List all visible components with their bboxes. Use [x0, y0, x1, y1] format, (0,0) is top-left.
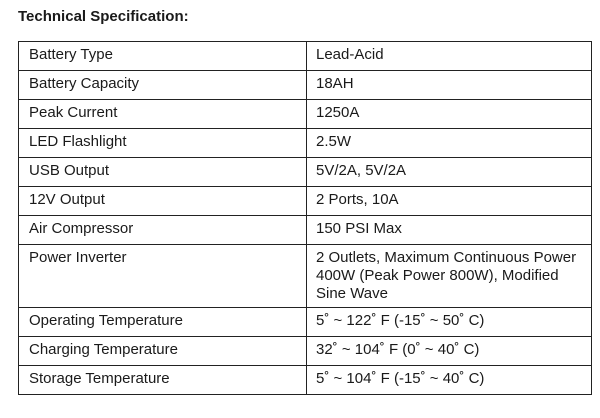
spec-label: USB Output — [19, 158, 307, 187]
spec-label: Air Compressor — [19, 216, 307, 245]
table-row — [19, 42, 592, 71]
table-row — [19, 129, 592, 158]
spec-label: Power Inverter — [19, 245, 307, 308]
table-row — [19, 245, 592, 308]
table-row — [19, 100, 592, 129]
table-row — [19, 158, 592, 187]
table-row — [19, 366, 592, 395]
spec-value: 150 PSI Max — [307, 216, 592, 245]
spec-label: 12V Output — [19, 187, 307, 216]
table-row — [19, 187, 592, 216]
table-row — [19, 337, 592, 366]
section-heading: Technical Specification: — [18, 8, 189, 25]
spec-value: 32˚ ~ 104˚ F (0˚ ~ 40˚ C) — [307, 337, 592, 366]
spec-label: Peak Current — [19, 100, 307, 129]
spec-value: Lead-Acid — [307, 42, 592, 71]
spec-value: 5V/2A, 5V/2A — [307, 158, 592, 187]
table-row — [19, 216, 592, 245]
spec-value: 1250A — [307, 100, 592, 129]
spec-value: 5˚ ~ 122˚ F (-15˚ ~ 50˚ C) — [307, 308, 592, 337]
spec-value: 2.5W — [307, 129, 592, 158]
spec-table — [18, 41, 592, 395]
spec-value: 5˚ ~ 104˚ F (-15˚ ~ 40˚ C) — [307, 366, 592, 395]
spec-value: 2 Outlets, Maximum Continuous Power 400W (Peak Power 800W), Modified Sine Wave — [307, 245, 592, 308]
spec-label: Storage Temperature — [19, 366, 307, 395]
spec-value: 2 Ports, 10A — [307, 187, 592, 216]
table-row — [19, 71, 592, 100]
table-row — [19, 308, 592, 337]
spec-value: 18AH — [307, 71, 592, 100]
spec-label: Battery Type — [19, 42, 307, 71]
spec-label: LED Flashlight — [19, 129, 307, 158]
spec-label: Charging Temperature — [19, 337, 307, 366]
spec-label: Battery Capacity — [19, 71, 307, 100]
spec-label: Operating Temperature — [19, 308, 307, 337]
